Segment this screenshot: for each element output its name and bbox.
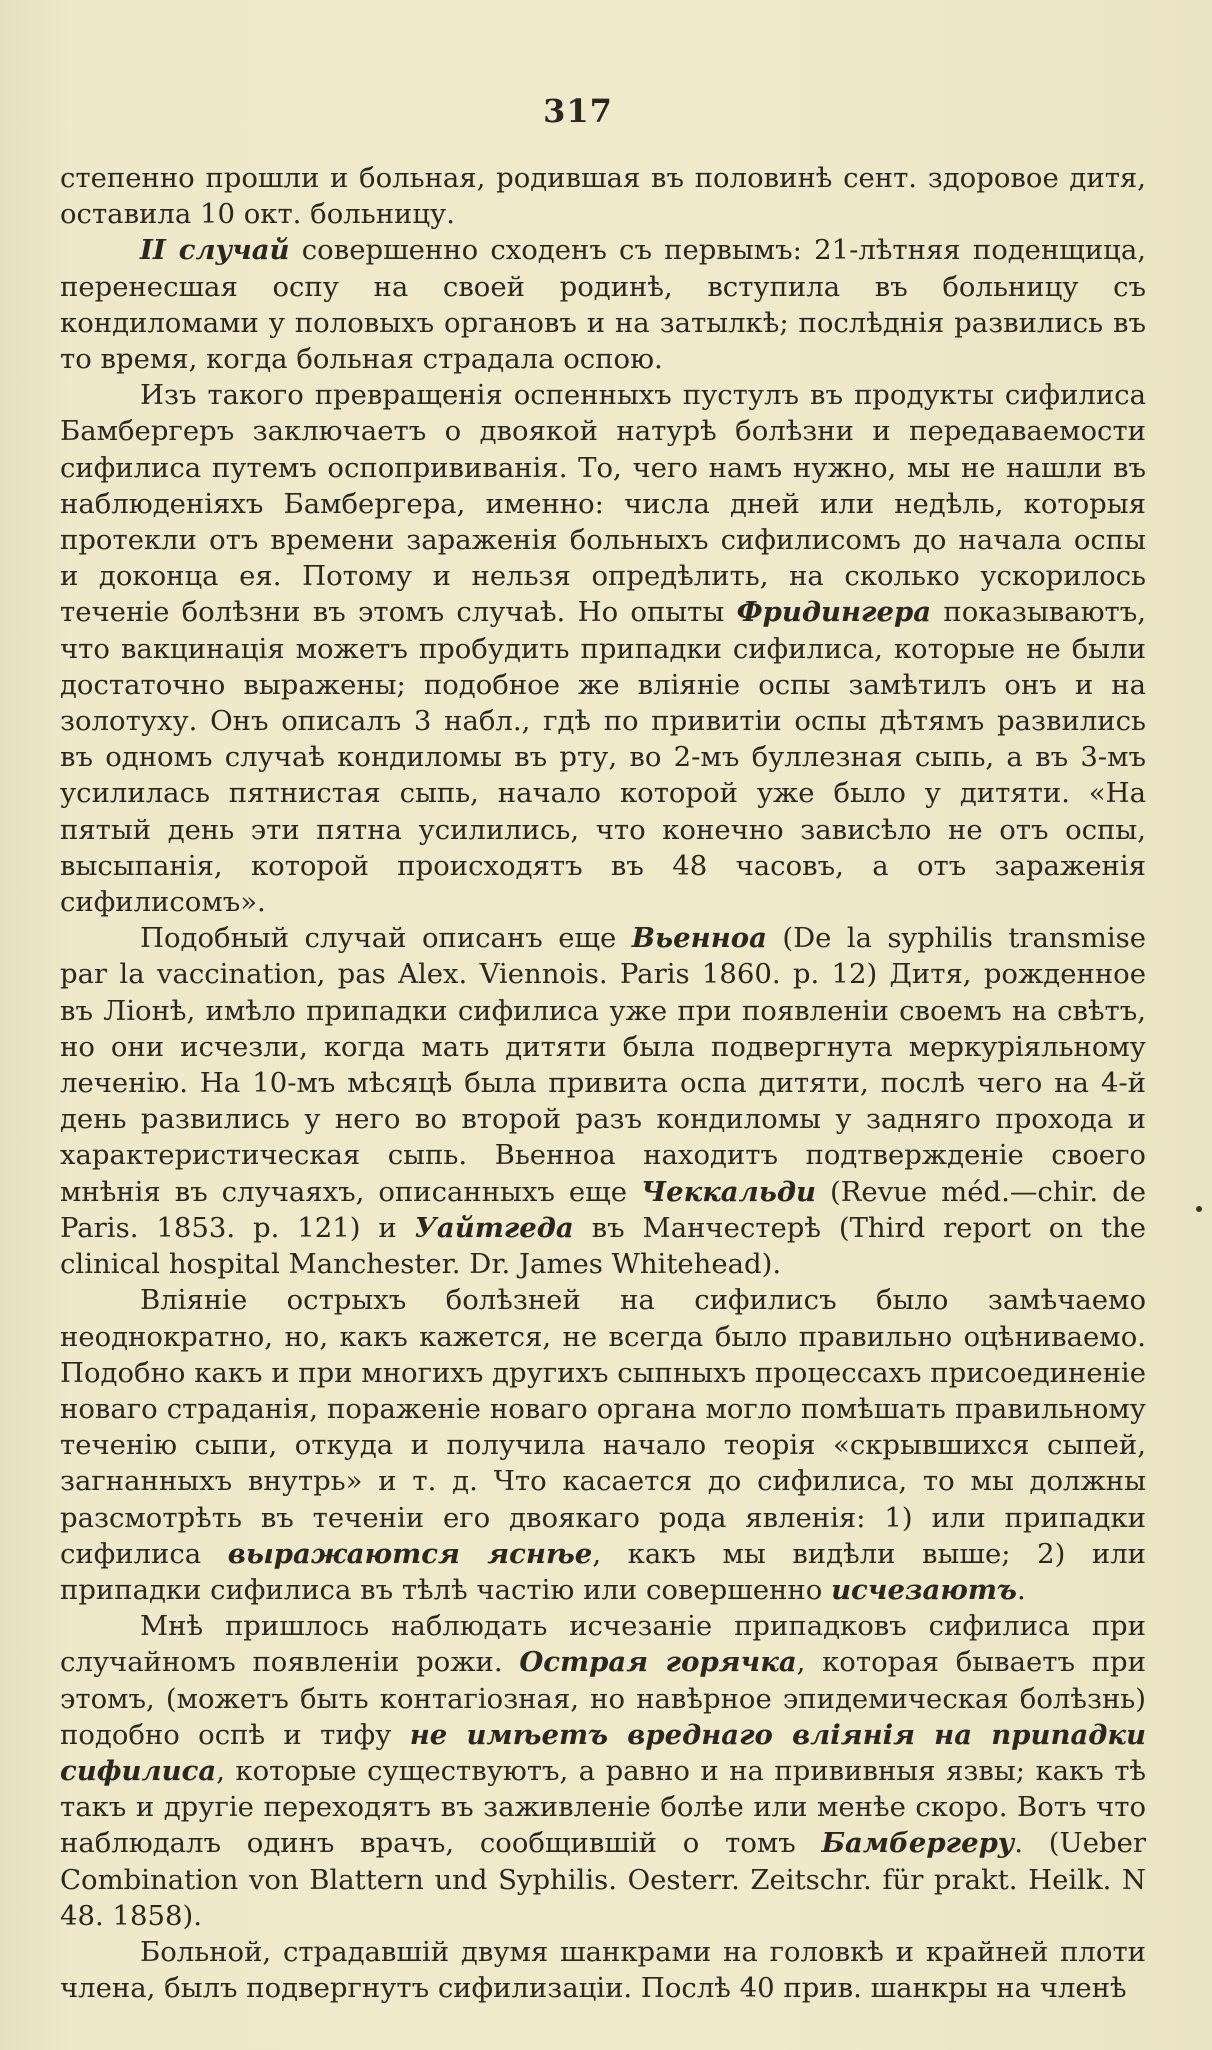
text-run: степенно прошли и больная, родившая въ половинѣ сент. здоровое дитя, оставила 10 окт. больницу. (60, 162, 1146, 231)
paragraph (60, 232, 1146, 377)
text-run: Больной, страдавшій двумя шанкрами на головкѣ и крайней плоти члена, былъ подвергнутъ сифилизаціи. Послѣ 40 прив. шанкры на членѣ (60, 1935, 1146, 2005)
text-run: , которые существуютъ, а равно и на прививныя язвы; какъ тѣ такъ и другіе переходятъ въ заживленіе болѣе или менѣе скоро. Вотъ что наблюдалъ одинъ врачъ, сообщившій о томъ (60, 1754, 1146, 1860)
text-run: Изъ такого превращенія оспенныхъ пустулъ въ продукты сифилиса Бамбергеръ заключаетъ о двоякой натурѣ болѣзни и передаваемости сифилиса путемъ оспопрививанія. То, чего намъ нужно, мы не нашли въ наблюденіяхъ Бамбергера, именно: числа дней или недѣль, которыя протекли отъ времени зараженія больныхъ сифилисомъ до начала оспы и доконца ея. Потому и нельзя опредѣлить, на сколько ускорилось теченіе болѣзни въ этомъ случаѣ. Но опыты (60, 379, 1146, 629)
emphasized-text: Уайтгеда (414, 1211, 574, 1244)
emphasized-text: выражаются яснѣе (227, 1537, 593, 1570)
text-run: показываютъ, что вакцинація можетъ пробудить припадки сифилиса, которые не были достаточно выражены; подобное же вліяніе оспы замѣтилъ онъ и на золотуху. Онъ описалъ 3 набл., гдѣ по привитіи оспы дѣтямъ развились въ одномъ случаѣ кондиломы въ рту, во 2-мъ буллезная сыпь, а въ 3-мъ усилилась пятнистая сыпь, начало которой уже было у дитяти. «На пятый день эти пятна усилились, что конечно зависѣло не отъ оспы, высыпанія, которой происходятъ въ 48 часовъ, а отъ зараженія сифилисомъ». (60, 596, 1146, 919)
text-run: въ Манчестерѣ (Third report on the clinical hospital Manchester. Dr. James Whitehead). (60, 1211, 1146, 1281)
text-run: (De la syphilis transmise par la vaccination, pas Alex. Viennois. Paris 1860. p. 12) Дитя, рожденное въ Ліонѣ, имѣло припадки сифилиса уже при появленіи своемъ на свѣтъ, но они исчезли, когда мать дитяти была подвергнута меркуріяльному леченію. На 10-мъ мѣсяцѣ была привита оспа дитяти, послѣ чего на 4-й день развились у него во второй разъ кондиломы у задняго прохода и характеристическая сыпь. Вьенноа находитъ подтвержденіе своего мнѣнія въ случаяхъ, описанныхъ еще (60, 922, 1146, 1208)
text-run: Подобный случай описанъ еще (140, 922, 632, 955)
emphasized-text: Вьенноа (631, 922, 767, 955)
text-run: , какъ мы видѣли выше; 2) или припадки сифилиса въ тѣлѣ частію или совершенно (60, 1537, 1147, 1606)
emphasized-text: II случай (140, 234, 290, 267)
text-run: Вліяніе острыхъ болѣзней на сифилисъ было замѣчаемо неоднократно, но, какъ кажется, не всегда было правильно оцѣниваемо. Подобно какъ и при многихъ другихъ сыпныхъ процессахъ присоединеніе новаго страданія, пораженіе новаго органа могло помѣшать правильному теченію сыпи, откуда и получила начало теорія «скрывшихся сыпей, загнанныхъ внутрь» и т. д. Что касается до сифилиса, то мы должны разсмотрѣть въ теченіи его двоякаго рода явленія: 1) или припадки сифилиса (60, 1284, 1146, 1570)
emphasized-text: Острая горячка (519, 1646, 797, 1679)
paragraph (60, 377, 1146, 920)
paragraph (60, 1934, 1146, 2006)
text-run: . (Ueber Combination von Blattern und Syphilis. Oesterr. Zeitschr. für prakt. Heilk. N 48. 1858). (60, 1827, 1146, 1932)
text-run: (Revue méd.—chir. de Paris. 1853. p. 121) и (60, 1175, 1146, 1244)
paragraph (60, 1282, 1146, 1608)
text-run: совершенно сходенъ съ первымъ: 21-лѣтняя поденщица, перенесшая оспу на своей родинѣ, вступила въ больницу съ кондиломами у половыхъ органовъ и на затылкѣ; послѣднія развились въ то время, когда больная страдала оспою. (60, 234, 1146, 376)
ink-speck (1196, 1206, 1202, 1212)
paragraph (60, 920, 1146, 1282)
page-number: 317 (543, 92, 613, 130)
emphasized-text: исчезаютъ (831, 1573, 1017, 1606)
text-run: , которая бываетъ при этомъ, (можетъ быть контагіозная, но навѣрное эпидемическая болѣзнь) подобно оспѣ и тифу (60, 1646, 1146, 1751)
emphasized-text: Фридингера (736, 596, 932, 629)
paragraph (60, 1608, 1146, 1934)
emphasized-text: Бамбергеру (821, 1827, 1015, 1860)
emphasized-text: Чеккальди (640, 1175, 817, 1208)
paragraph (60, 160, 1146, 232)
emphasized-text: не имѣетъ вреднаго вліянія на припадки сифилиса (60, 1718, 1147, 1787)
text-run: . (1016, 1573, 1026, 1606)
text-run: Мнѣ пришлось наблюдать исчезаніе припадковъ сифилиса при случайномъ появленіи рожи. (60, 1610, 1146, 1679)
body-text (60, 160, 1146, 2006)
